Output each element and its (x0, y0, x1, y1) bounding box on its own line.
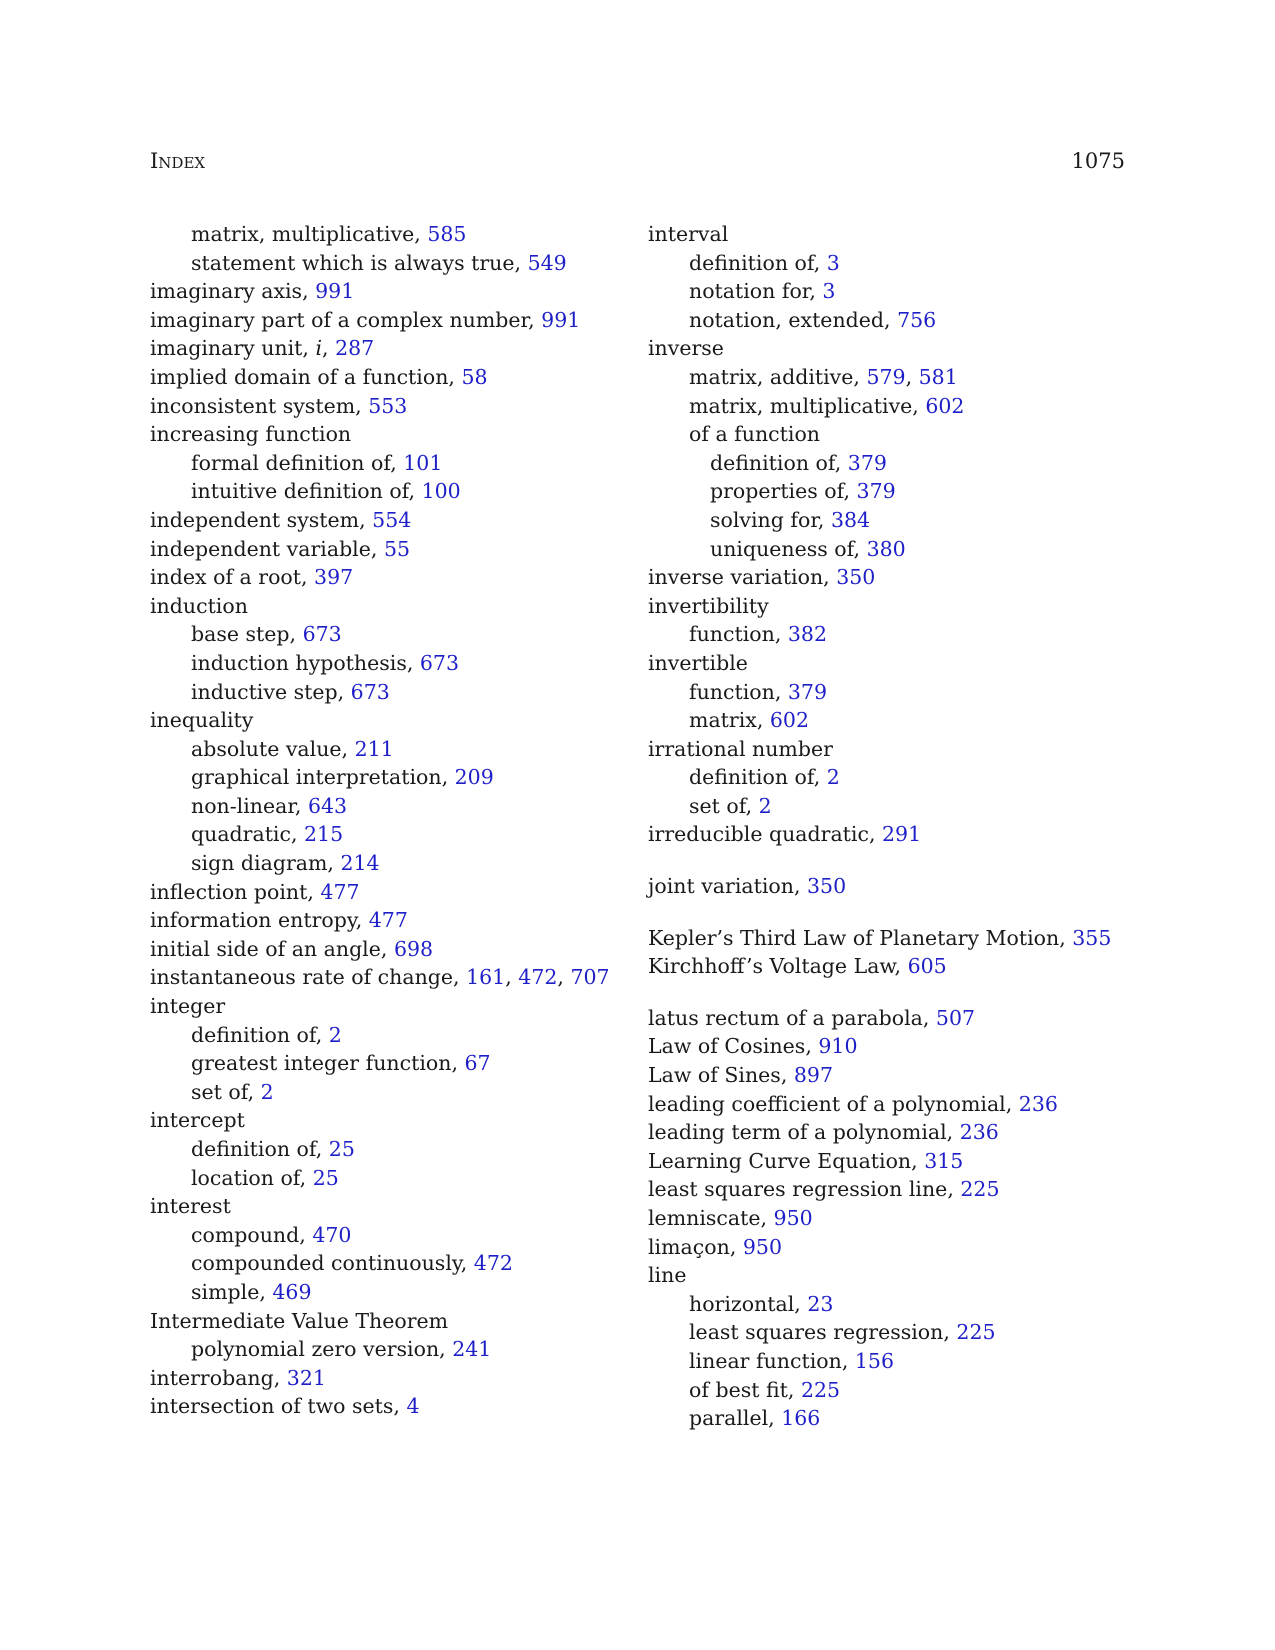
page-link[interactable]: 698 (393, 936, 434, 961)
page-link[interactable]: 581 (918, 364, 958, 389)
index-term: function (689, 622, 775, 647)
index-term: Intermediate Value Theorem (150, 1308, 449, 1333)
page-link[interactable]: 2 (758, 793, 772, 818)
index-subentry: location of, 25 (191, 1165, 339, 1190)
index-entry: imaginary axis, 991 (150, 279, 355, 304)
page-link[interactable]: 379 (847, 450, 887, 475)
index-subentry: notation, extended, 756 (689, 307, 937, 332)
index-entry (648, 735, 1128, 764)
index-term: intercept (150, 1108, 245, 1133)
index-entry (150, 992, 630, 1021)
index-term: definition of (191, 1137, 316, 1161)
page-link[interactable]: 3 (822, 279, 836, 304)
page-link[interactable]: 585 (427, 222, 467, 246)
index-entry (648, 334, 1128, 363)
index-entry: intersection of two sets, 4 (150, 1394, 420, 1419)
page-link[interactable]: 350 (806, 874, 847, 899)
index-term: matrix, multiplicative (191, 222, 415, 246)
index-term: of a function (689, 422, 820, 447)
index-entry (150, 1106, 630, 1135)
page-link[interactable]: 156 (854, 1348, 894, 1373)
index-term: Kepler’s Third Law of Planetary Motion (648, 925, 1060, 950)
index-term: Law of Sines (648, 1063, 781, 1088)
index-term: intersection of two sets (150, 1394, 394, 1419)
page-link[interactable]: 991 (315, 279, 355, 304)
page-link[interactable]: 209 (454, 765, 494, 790)
index-term: lemniscate (648, 1206, 761, 1230)
index-entry: latus rectum of a parabola, 507 (648, 1005, 976, 1030)
index-entry: inverse variation, 350 (648, 565, 876, 590)
index-term: intuitive definition of (191, 479, 409, 504)
page-link[interactable]: 58 (461, 364, 488, 389)
page-link[interactable]: 507 (935, 1005, 976, 1030)
index-entry: independent system, 554 (150, 507, 412, 532)
index-term: parallel (689, 1406, 769, 1431)
index-term: matrix (689, 708, 757, 733)
index-term: definition of (710, 450, 835, 475)
index-term: initial side of an angle (150, 936, 381, 961)
index-term: uniqueness of (710, 536, 854, 561)
page-link[interactable]: 380 (866, 536, 906, 561)
index-term: function (689, 679, 775, 704)
page-link[interactable]: 291 (882, 822, 922, 847)
index-entry (648, 592, 1128, 621)
page-link[interactable]: 472 (518, 965, 558, 990)
running-head-title: Index (150, 149, 206, 173)
index-term: independent variable (150, 536, 371, 561)
page-link[interactable]: 469 (272, 1279, 312, 1304)
index-entry: instantaneous rate of change, 161, 472, 707 (150, 965, 610, 990)
index-term: imaginary part of a complex number (150, 307, 529, 332)
index-subentry: base step, 673 (191, 622, 342, 647)
page-link[interactable]: 321 (286, 1365, 326, 1390)
index-term: index of a root (150, 565, 301, 590)
index-term: of best fit (689, 1377, 788, 1402)
index-entry: inconsistent system, 553 (150, 393, 408, 418)
page-link[interactable]: 2 (328, 1022, 342, 1047)
index-term: information entropy (150, 908, 356, 933)
index-term: simple (191, 1279, 260, 1304)
index-term: independent system (150, 507, 360, 532)
index-entry: inflection point, 477 (150, 879, 360, 904)
index-subentry: induction hypothesis, 673 (191, 650, 460, 675)
page-link[interactable]: 477 (368, 908, 408, 933)
page-link[interactable]: 355 (1072, 925, 1112, 950)
index-column-right (648, 220, 1128, 1433)
page-link[interactable]: 554 (372, 507, 412, 532)
index-subentry: matrix, 602 (689, 708, 810, 733)
index-entry: Law of Cosines, 910 (648, 1034, 858, 1059)
index-entry (150, 420, 630, 449)
page-link[interactable]: 379 (856, 479, 896, 504)
index-subentry: set of, 2 (689, 793, 772, 818)
index-term: inequality (150, 708, 254, 733)
index-entry: joint variation, 350 (648, 874, 847, 899)
index-term: joint variation (648, 874, 794, 899)
page-link[interactable]: 2 (260, 1079, 274, 1104)
index-subentry: function, 382 (689, 622, 828, 647)
index-entry: irreducible quadratic, 291 (648, 822, 922, 847)
page-link[interactable]: 707 (570, 965, 610, 990)
index-term: location of (191, 1165, 300, 1190)
index-term: induction hypothesis (191, 650, 407, 675)
index-subentry: non-linear, 643 (191, 793, 348, 818)
index-entry: leading coefficient of a polynomial, 236 (648, 1091, 1058, 1116)
page-link[interactable]: 23 (807, 1291, 834, 1316)
page-link[interactable]: 161 (466, 965, 506, 990)
index-term: Learning Curve Equation (648, 1148, 912, 1173)
index-term: leading term of a polynomial (648, 1120, 947, 1145)
index-term: line (648, 1263, 687, 1288)
page-link[interactable]: 236 (959, 1120, 999, 1145)
index-term: inconsistent system (150, 393, 356, 418)
index-term: quadratic (191, 822, 291, 847)
page-link[interactable]: 384 (830, 507, 871, 532)
index-term: inverse variation (648, 565, 824, 590)
index-term: irrational number (648, 736, 833, 761)
page-link[interactable]: 477 (320, 879, 360, 904)
index-entry: least squares regression line, 225 (648, 1177, 1000, 1202)
index-term: least squares regression line (648, 1177, 948, 1202)
index-subentry: of best fit, 225 (689, 1377, 841, 1402)
index-term: imaginary unit, i (150, 336, 323, 361)
page-link[interactable]: 673 (302, 622, 342, 647)
index-term: least squares regression (689, 1320, 944, 1345)
letter-group-gap (648, 901, 1128, 924)
page-link[interactable]: 3 (826, 250, 840, 275)
index-term: inflection point (150, 879, 308, 904)
index-term: base step (191, 622, 290, 647)
index-term: absolute value (191, 736, 342, 761)
index-entry (648, 220, 1128, 249)
index-entry: imaginary part of a complex number, 991 (150, 307, 581, 332)
index-subentry: greatest integer function, 67 (191, 1051, 491, 1076)
page-link[interactable]: 549 (527, 250, 567, 275)
page-link[interactable]: 100 (421, 479, 461, 504)
index-subentry: notation for, 3 (689, 279, 836, 304)
index-term: increasing function (150, 422, 352, 447)
page-link[interactable]: 225 (800, 1377, 841, 1402)
index-term: properties of (710, 479, 844, 504)
index-subentry: compound, 470 (191, 1222, 352, 1247)
page-link[interactable]: 101 (403, 450, 443, 475)
page-link[interactable]: 55 (383, 536, 411, 561)
page-link[interactable]: 25 (312, 1165, 339, 1190)
page-link[interactable]: 379 (787, 679, 828, 704)
index-term: leading coefficient of a polynomial (648, 1091, 1006, 1116)
page-link[interactable]: 897 (793, 1063, 833, 1088)
index-entry (150, 706, 630, 735)
index-term: definition of (191, 1022, 316, 1047)
index-subentry: horizontal, 23 (689, 1291, 834, 1316)
index-term: Law of Cosines (648, 1034, 806, 1059)
page-link[interactable]: 673 (419, 650, 460, 675)
index-term: interrobang (150, 1365, 274, 1390)
index-subentry: definition of, 3 (689, 250, 840, 275)
page-link[interactable]: 910 (818, 1034, 858, 1059)
index-entry: Kepler’s Third Law of Planetary Motion, 355 (648, 925, 1112, 950)
page-link[interactable]: 4 (406, 1394, 420, 1419)
index-term: latus rectum of a parabola (648, 1005, 923, 1030)
index-term: non-linear (191, 793, 295, 818)
page-link[interactable]: 472 (473, 1251, 513, 1276)
index-term: sign diagram (191, 851, 328, 876)
index-term: linear function (689, 1348, 842, 1373)
page-link[interactable]: 673 (350, 679, 390, 704)
index-subentry: polynomial zero version, 241 (191, 1337, 492, 1362)
index-subentry: simple, 469 (191, 1279, 312, 1304)
page-link[interactable]: 67 (464, 1051, 491, 1076)
page-link[interactable]: 605 (907, 954, 947, 979)
index-term: solving for (710, 507, 818, 532)
index-term: notation, extended (689, 307, 885, 332)
index-subentry: definition of, 379 (710, 450, 887, 475)
page-link[interactable]: 643 (307, 793, 348, 818)
index-term: implied domain of a function (150, 364, 449, 389)
index-term: invertible (648, 650, 748, 675)
index-subentry: definition of, 2 (191, 1022, 342, 1047)
index-subentry: set of, 2 (191, 1079, 274, 1104)
index-entry (150, 1192, 630, 1221)
index-subentry (648, 420, 1128, 449)
index-term: formal definition of (191, 450, 391, 475)
index-entry: information entropy, 477 (150, 908, 408, 933)
index-entry: Law of Sines, 897 (648, 1063, 833, 1088)
page-link[interactable]: 950 (742, 1234, 782, 1259)
page-link[interactable]: 602 (769, 708, 810, 733)
page-link[interactable]: 225 (956, 1320, 996, 1345)
index-subentry: linear function, 156 (689, 1348, 894, 1373)
index-subentry: sign diagram, 214 (191, 851, 380, 876)
index-subentry: properties of, 379 (710, 479, 896, 504)
index-subentry: uniqueness of, 380 (710, 536, 906, 561)
letter-group-gap (648, 981, 1128, 1004)
page-link[interactable]: 25 (328, 1137, 355, 1161)
index-term: compounded continuously (191, 1251, 461, 1276)
index-term: compound (191, 1222, 300, 1247)
index-term: invertibility (648, 593, 769, 618)
index-term: definition of (689, 765, 814, 790)
page-link[interactable]: 553 (368, 393, 408, 418)
index-entry: interrobang, 321 (150, 1365, 326, 1390)
index-subentry: intuitive definition of, 100 (191, 479, 461, 504)
page-number: 1075 (1071, 149, 1125, 173)
page-link[interactable]: 236 (1018, 1091, 1058, 1116)
index-subentry: parallel, 166 (689, 1406, 821, 1431)
page-link[interactable]: 991 (541, 307, 581, 332)
index-entry (648, 649, 1128, 678)
page-link[interactable]: 215 (304, 822, 344, 847)
index-subentry: compounded continuously, 472 (191, 1251, 513, 1276)
page-link[interactable]: 397 (314, 565, 354, 590)
page-link[interactable]: 579 (866, 364, 906, 389)
page-link[interactable]: 382 (787, 622, 828, 647)
index-term: greatest integer function (191, 1051, 452, 1076)
index-subentry: matrix, multiplicative, 602 (689, 393, 965, 418)
index-subentry: absolute value, 211 (191, 736, 394, 761)
index-term: polynomial zero version (191, 1337, 440, 1362)
index-subentry: solving for, 384 (710, 507, 871, 532)
index-subentry: least squares regression, 225 (689, 1320, 996, 1345)
index-entry: imaginary unit, i, 287 (150, 336, 375, 361)
page-link[interactable]: 225 (960, 1177, 1000, 1202)
index-term: graphical interpretation (191, 765, 442, 790)
index-subentry: inductive step, 673 (191, 679, 390, 704)
page-link[interactable]: 166 (781, 1406, 821, 1431)
page-link[interactable]: 602 (925, 393, 965, 418)
index-entry: Kirchhoff’s Voltage Law, 605 (648, 954, 947, 979)
index-entry (150, 1307, 630, 1336)
index-column-left (150, 220, 630, 1421)
index-term: set of (689, 793, 746, 818)
index-entry: independent variable, 55 (150, 536, 411, 561)
index-term: limaçon (648, 1234, 730, 1259)
page-link[interactable]: 315 (924, 1148, 964, 1173)
page-link[interactable]: 756 (897, 307, 937, 332)
index-entry: lemniscate, 950 (648, 1206, 813, 1230)
index-subentry: formal definition of, 101 (191, 450, 443, 475)
page-link[interactable]: 214 (340, 851, 380, 876)
index-term: definition of (689, 250, 814, 275)
page-link[interactable]: 950 (773, 1206, 813, 1230)
index-term: interest (150, 1194, 231, 1219)
index-term: horizontal (689, 1291, 795, 1316)
index-term: matrix, multiplicative (689, 393, 913, 418)
index-entry: Learning Curve Equation, 315 (648, 1148, 964, 1173)
index-term: induction (150, 593, 248, 618)
index-term: matrix, additive (689, 364, 854, 389)
index-entry (150, 592, 630, 621)
index-term: imaginary axis (150, 279, 303, 304)
index-term: inductive step (191, 679, 338, 704)
index-term: Kirchhoff’s Voltage Law (648, 954, 895, 979)
running-head (150, 149, 1125, 179)
index-entry: limaçon, 950 (648, 1234, 782, 1259)
index-subentry: graphical interpretation, 209 (191, 765, 494, 790)
index-entry: leading term of a polynomial, 236 (648, 1120, 999, 1145)
index-term: integer (150, 994, 226, 1019)
index-term: set of (191, 1079, 248, 1104)
index-subentry: definition of, 2 (689, 765, 840, 790)
page-link[interactable]: 211 (354, 736, 394, 761)
index-term: statement which is always true (191, 250, 515, 275)
page-link[interactable]: 470 (312, 1222, 352, 1247)
index-entry: initial side of an angle, 698 (150, 936, 434, 961)
index-term: irreducible quadratic (648, 822, 869, 847)
page-link[interactable]: 241 (452, 1337, 492, 1362)
index-entry: index of a root, 397 (150, 565, 354, 590)
index-subentry: function, 379 (689, 679, 828, 704)
index-subentry: definition of, 25 (191, 1137, 355, 1161)
index-subentry: statement which is always true, 549 (191, 250, 567, 275)
index-subentry: matrix, multiplicative, 585 (191, 222, 467, 246)
index-entry (648, 1261, 1128, 1290)
index-term: inverse (648, 336, 724, 361)
page-link[interactable]: 2 (826, 765, 840, 790)
index-term: notation for (689, 279, 810, 304)
index-subentry: matrix, additive, 579, 581 (689, 364, 958, 389)
index-term: interval (648, 222, 729, 246)
page-link[interactable]: 287 (335, 336, 375, 361)
page-link[interactable]: 350 (836, 565, 876, 590)
index-entry: implied domain of a function, 58 (150, 364, 488, 389)
index-term: instantaneous rate of change (150, 965, 454, 990)
letter-group-gap (648, 849, 1128, 872)
index-subentry: quadratic, 215 (191, 822, 344, 847)
